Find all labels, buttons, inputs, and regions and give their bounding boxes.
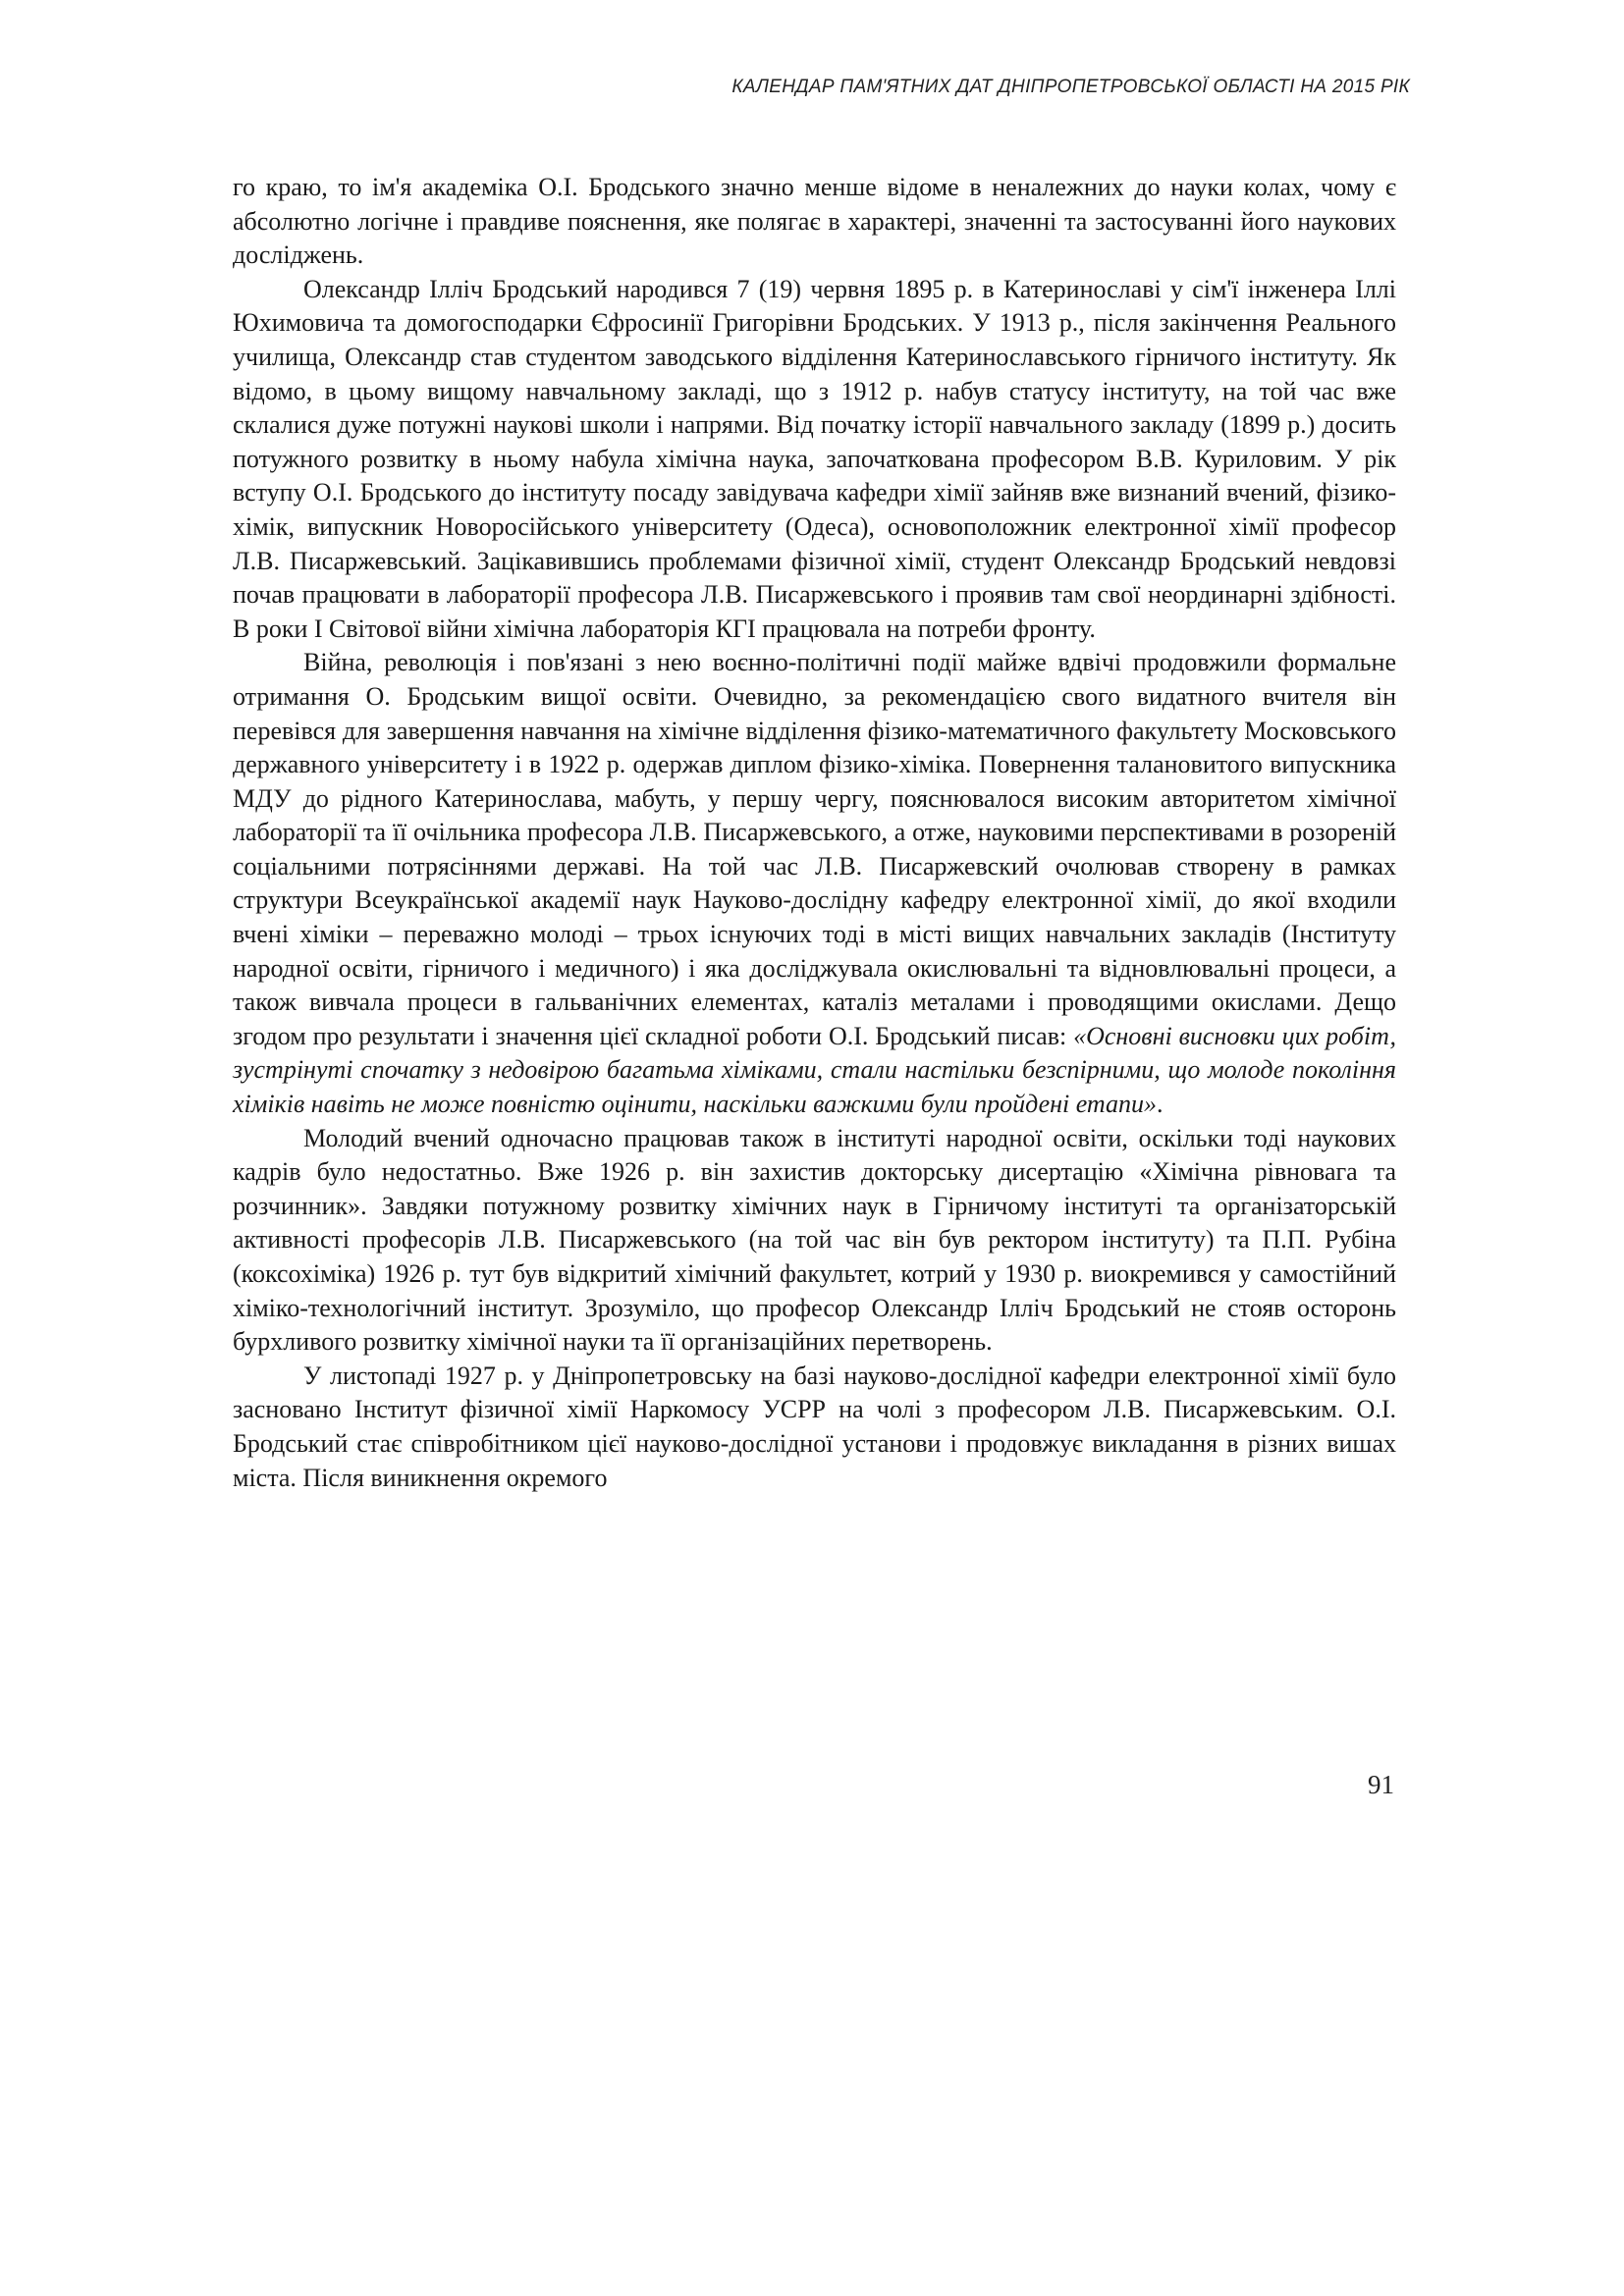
paragraph-continuation: го краю, то ім'я академіка О.І. Бродського значно менше відоме в неналежних до науки колах, чому є абсолютно логічне і правдиве пояснення, яке полягає в характері, значенні та застосуванні його наукових досліджень.	[233, 173, 1396, 270]
paragraph-education	[233, 646, 1396, 1121]
page-number: 91	[1368, 1770, 1394, 1799]
running-header: КАЛЕНДАР ПАМ'ЯТНИХ ДАТ ДНІПРОПЕТРОВСЬКОЇ ОБЛАСТІ НА 2015 РІК	[731, 77, 1410, 97]
paragraph-education-end: .	[1157, 1090, 1164, 1119]
brodsky-quote: «Основні висновки цих робіт, зустрінуті спочатку з недовірою багатьма хіміками, стали настільки безспірними, що молоде покоління хіміків навіть не може повністю оцінити, наскільки важкими були пройдені етапи»	[233, 1021, 1397, 1119]
paragraph-institute: У листопаді 1927 р. у Дніпропетровську на базі науково-дослідної кафедри електронної хімії було засновано Інститут фізичної хімії Наркомосу УСРР на чолі з професором Л.В. Писаржевським. О.І. Бродський стає співробітником цієї науково-дослідної установи і продовжує викладання в різних вишах міста. Після виникнення окремого	[233, 1361, 1396, 1492]
paragraph-birth: Олександр Ілліч Бродський народився 7 (19) червня 1895 р. в Катеринославі у сім'ї інженера Іллі Юхимовича та домогосподарки Єфросинії Григорівни Бродських. У 1913 р., після закінчення Реального училища, Олександр став студентом заводського відділення Катеринославського гірничого інституту. Як відомо, в цьому вищому навчальному закладі, що з 1912 р. набув статусу інституту, на той час вже склалися дуже потужні наукові школи і напрями. Від початку історії навчального закладу (1899 р.) досить потужного розвитку в ньому набула хімічна наука, започаткована професором В.В. Куриловим. У рік вступу О.І. Бродського до інституту посаду завідувача кафедри хімії зайняв вже визнаний вчений, фізико-хімік, випускник Новоросійського університету (Одеса), основоположник електронної хімії професор Л.В. Писаржевський. Зацікавившись проблемами фізичної хімії, студент Олександр Бродський невдовзі почав працювати в лабораторії професора Л.В. Писаржевського і проявив там свої неординарні здібності. В роки І Світової війни хімічна лабораторія КГІ працювала на потреби фронту.	[233, 274, 1396, 643]
article-body	[233, 171, 1396, 1495]
paragraph-doctorate: Молодий вчений одночасно працював також в інституті народної освіти, оскільки тоді наукових кадрів було недостатньо. Вже 1926 р. він захистив докторську дисертацію «Хімічна рівновага та розчинник». Завдяки потужному розвитку хімічних наук в Гірничому інституті та організаторській активності професорів Л.В. Писаржевського (на той час він був ректором інституту) та П.П. Рубіна (коксохіміка) 1926 р. тут був відкритий хімічний факультет, котрий у 1930 р. виокремився у самостійний хіміко-технологічний інститут. Зрозуміло, що професор Олександр Ілліч Бродський не стояв осторонь бурхливого розвитку хімічної науки та її організаційних перетворень.	[233, 1123, 1396, 1357]
paragraph-education-text: Війна, революція і пов'язані з нею воєнно-політичні події майже вдвічі продовжили формальне отримання О. Бродським вищої освіти. Очевидно, за рекомендацією свого видатного вчителя він перевівся для завершення навчання на хімічне відділення фізико-математичного факультету Московського державного університету і в 1922 р. одержав диплом фізико-хіміка. Повернення талановитого випускника МДУ до рідного Катеринослава, мабуть, у першу чергу, пояснювалося високим авторитетом хімічної лабораторії та її очільника професора Л.В. Писаржевського, а отже, науковими перспективами в розореній соціальними потрясіннями державі. На той час Л.В. Писаржевский очолював створену в рамках структури Всеукраїнської академії наук Науково-дослідну кафедру електронної хімії, до якої входили вчені хіміки – переважно молоді – трьох існуючих тоді в місті вищих навчальних закладів (Інституту народної освіти, гірничого і медичного) і яка досліджувала окислювальні та відновлювальні процеси, а також вивчала процеси в гальванічних елементах, каталіз металами і проводящими окислами. Дещо згодом про результати і значення цієї складної роботи О.І. Бродський писав:	[233, 648, 1396, 1050]
